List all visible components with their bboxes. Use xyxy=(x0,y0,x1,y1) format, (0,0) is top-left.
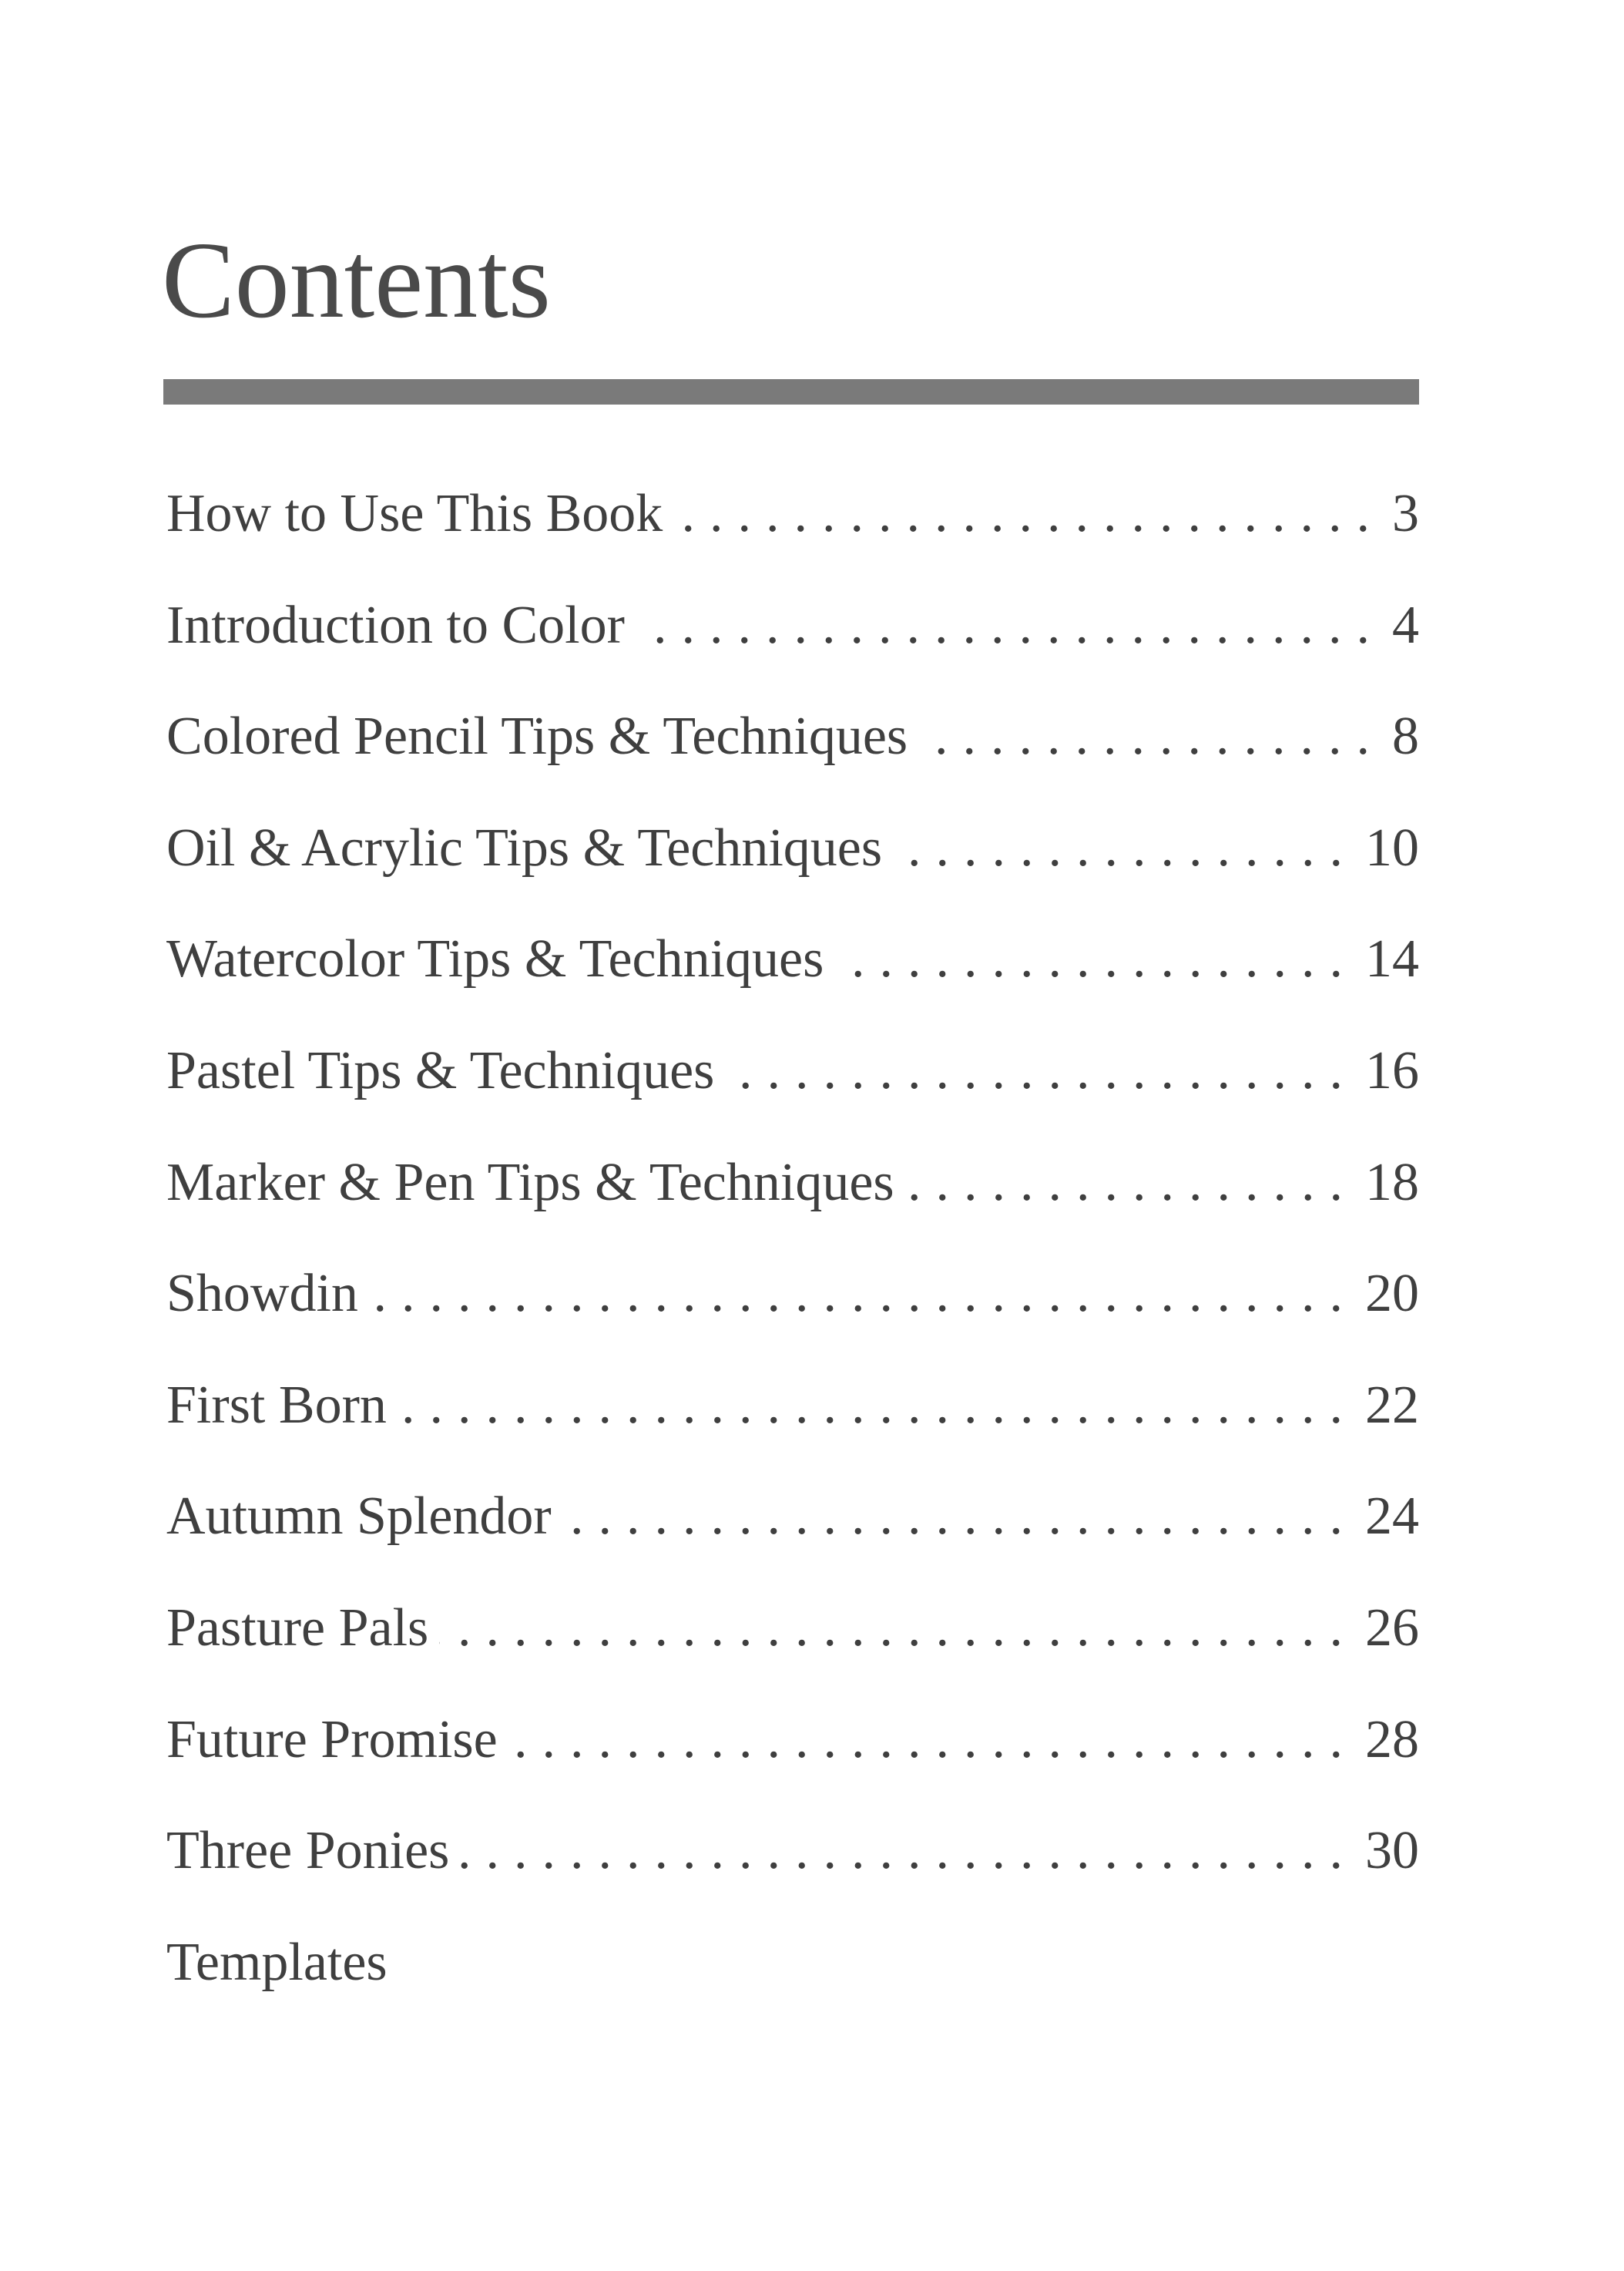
toc-entry[interactable] xyxy=(166,814,1419,883)
toc-entry[interactable] xyxy=(166,1594,1419,1663)
toc-entry-label: Future Promise xyxy=(166,1709,498,1769)
toc-entry-label: Colored Pencil Tips & Techniques xyxy=(166,707,908,767)
toc-entry-page-number: 4 xyxy=(1392,595,1419,655)
dot-leader xyxy=(398,1371,1357,1440)
toc-entry[interactable] xyxy=(166,925,1419,994)
toc-entry-page-number: 10 xyxy=(1365,818,1419,878)
dot-leader xyxy=(508,1705,1357,1775)
toc-entry[interactable] xyxy=(166,1816,1419,1886)
title-divider xyxy=(163,379,1419,405)
dot-leader xyxy=(905,1148,1357,1218)
toc-entry-label: Oil & Acrylic Tips & Techniques xyxy=(166,818,883,878)
toc-entry-page-number: 24 xyxy=(1365,1487,1419,1547)
dot-leader xyxy=(673,479,1384,549)
toc-entry[interactable] xyxy=(166,1482,1419,1551)
page-title: Contents xyxy=(162,219,551,341)
toc-entry-label: Three Ponies xyxy=(166,1821,450,1881)
toc-entry-page-number: 18 xyxy=(1365,1152,1419,1212)
toc-entry[interactable] xyxy=(166,1259,1419,1329)
toc-entry[interactable] xyxy=(166,1928,1419,1997)
toc-entry[interactable] xyxy=(166,1705,1419,1775)
toc-entry[interactable] xyxy=(166,1148,1419,1218)
dot-leader xyxy=(636,591,1384,660)
toc-entry-page-number: 26 xyxy=(1365,1598,1419,1658)
toc-entry-label: Pasture Pals xyxy=(166,1598,429,1658)
dot-leader xyxy=(893,814,1357,883)
toc-entry-label: First Born xyxy=(166,1375,387,1435)
toc-entry[interactable] xyxy=(166,1036,1419,1106)
toc-entry-page-number: 22 xyxy=(1365,1375,1419,1435)
toc-entry-label: Marker & Pen Tips & Techniques xyxy=(166,1152,894,1212)
toc-entry[interactable] xyxy=(166,1371,1419,1440)
dot-leader xyxy=(725,1036,1357,1106)
toc-entry-page-number: 8 xyxy=(1392,707,1419,767)
toc-entry[interactable] xyxy=(166,591,1419,660)
toc-entry-label: How to Use This Book xyxy=(166,484,663,543)
toc-entry[interactable] xyxy=(166,702,1419,771)
toc-entry-label: Introduction to Color xyxy=(166,595,625,655)
toc-entry-page-number: 16 xyxy=(1365,1041,1419,1100)
dot-leader xyxy=(918,702,1384,771)
toc-entry-label: Pastel Tips & Techniques xyxy=(166,1041,715,1100)
toc-entry-page-number: 3 xyxy=(1392,484,1419,543)
toc-entry-label: Templates xyxy=(166,1932,388,1992)
toc-entry-page-number: 28 xyxy=(1365,1709,1419,1769)
toc-entry-page-number: 14 xyxy=(1365,929,1419,989)
dot-leader xyxy=(369,1259,1357,1329)
dot-leader xyxy=(562,1482,1357,1551)
toc-entry[interactable] xyxy=(166,479,1419,549)
dot-leader xyxy=(460,1816,1357,1886)
dot-leader xyxy=(834,925,1357,994)
toc-entry-page-number: 20 xyxy=(1365,1264,1419,1324)
toc-entry-label: Showdin xyxy=(166,1264,358,1324)
dot-leader xyxy=(439,1594,1357,1663)
toc-entry-page-number: 30 xyxy=(1365,1821,1419,1881)
toc-entry-label: Autumn Splendor xyxy=(166,1487,552,1547)
toc-entry-label: Watercolor Tips & Techniques xyxy=(166,929,824,989)
